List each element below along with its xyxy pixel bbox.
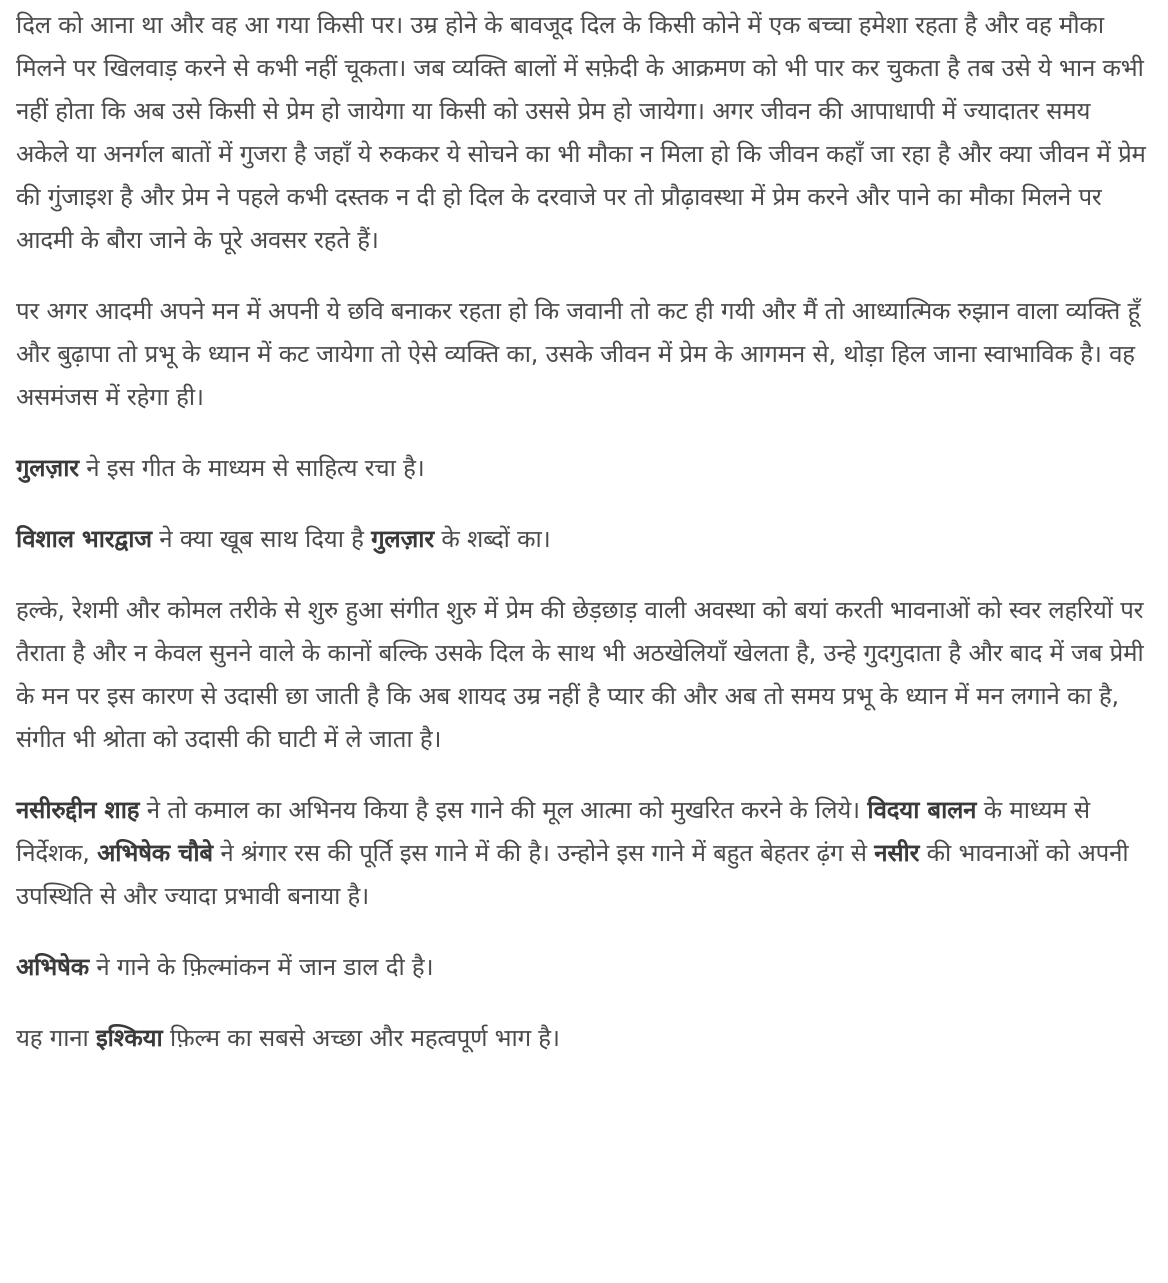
- paragraph-music: हल्के, रेशमी और कोमल तरीके से शुरु हुआ संगीत शुरु में प्रेम की छेड़छाड़ वाली अवस्था को बयां करती भावनाओं को स्वर लहरियों पर तैराता है और न केवल सुनने वाले के कानों बल्कि उसके दिल के साथ भी अठखेलियाँ खेलता है, उन्हे गुदगुदाता है और बाद में जब प्रेमी के मन पर इस कारण से उदासी छा जाती है कि अब शायद उम्र नहीं है प्यार की और अब तो समय प्रभू के ध्यान में मन लगाने का है, संगीत भी श्रोता को उदासी की घाटी में ले जाता है।: [16, 596, 1144, 753]
- paragraph-acting: [16, 789, 1150, 918]
- paragraph-text: फ़िल्म का सबसे अच्छा और महत्वपूर्ण भाग है।: [162, 1024, 560, 1052]
- paragraph-text: ने श्रंगार रस की पूर्ति इस गाने में की है। उन्होने इस गाने में बहुत बेहतर ढ़ंग से: [212, 839, 875, 867]
- paragraph-text: के शब्दों का।: [433, 525, 551, 553]
- paragraph-text: ने क्या खूब साथ दिया है: [151, 525, 372, 553]
- name-vishal-bhardwaj: विशाल भारद्वाज: [16, 525, 152, 553]
- paragraph-text: ने तो कमाल का अभिनय किया है इस गाने की मूल आत्मा को मुखरित करने के लिये।: [139, 796, 868, 824]
- paragraph-intro: दिल को आना था और वह आ गया किसी पर। उम्र होने के बावजूद दिल के किसी कोने में एक बच्चा हमेशा रहता है और वह मौका मिलने पर खिलवाड़ करने से कभी नहीं चूकता। जब व्यक्ति बालों में सफ़ेदी के आक्रमण को भी पार कर चुकता है तब उसे ये भान कभी नहीं होता कि अब उसे किसी से प्रेम हो जायेगा या किसी को उससे प्रेम हो जायेगा। अगर जीवन की आपाधापी में ज्यादातर समय अकेले या अनर्गल बातों में गुजरा है जहाँ ये रुककर ये सोचने का भी मौका न मिला हो कि जीवन कहाँ जा रहा है और क्या जीवन में प्रेम की गुंजाइश है और प्रेम ने पहले कभी दस्तक न दी हो दिल के दरवाजे पर तो प्रौढ़ावस्था में प्रेम करने और पाने का मौका मिलने पर आदमी के बौरा जाने के पूरे अवसर रहते हैं।: [16, 11, 1146, 254]
- paragraph-text: की भावनाओं को अपनी उपस्थिति से और ज्यादा प्रभावी बनाया है।: [16, 839, 1129, 910]
- paragraph-dilemma: पर अगर आदमी अपने मन में अपनी ये छवि बनाकर रहता हो कि जवानी तो कट ही गयी और मैं तो आध्यात्मिक रुझान वाला व्यक्ति हूँ और बुढ़ापा तो प्रभू के ध्यान में कट जायेगा तो ऐसे व्यक्ति का, उसके जीवन में प्रेम के आगमन से, थोड़ा हिल जाना स्वाभाविक है। वह असमंजस में रहेगा ही।: [16, 297, 1141, 411]
- paragraph-abhishek: [16, 946, 1150, 989]
- paragraph-text: के माध्यम से निर्देशक,: [16, 796, 1090, 867]
- paragraph-vishal: [16, 518, 1150, 561]
- paragraph-ishqiya: [16, 1017, 1150, 1060]
- name-abhishek: अभिषेक: [16, 953, 89, 981]
- name-abhishek-chaubey: अभिषेक चौबे: [97, 839, 213, 867]
- name-naseeruddin-shah: नसीरुद्दीन शाह: [16, 796, 140, 824]
- name-gulzar: गुलज़ार: [371, 525, 434, 553]
- paragraph-text: यह गाना: [16, 1024, 96, 1052]
- name-gulzar: गुलज़ार: [16, 454, 79, 482]
- name-vidya-balan: विदया बालन: [867, 796, 977, 824]
- paragraph-text: ने गाने के फ़िल्मांकन में जान डाल दी है।: [88, 953, 434, 981]
- paragraph-gulzar: [16, 447, 1150, 490]
- name-naseer: नसीर: [874, 839, 920, 867]
- paragraph-text: ने इस गीत के माध्यम से साहित्य रचा है।: [78, 454, 425, 482]
- film-title-ishqiya: इश्किया: [96, 1024, 163, 1052]
